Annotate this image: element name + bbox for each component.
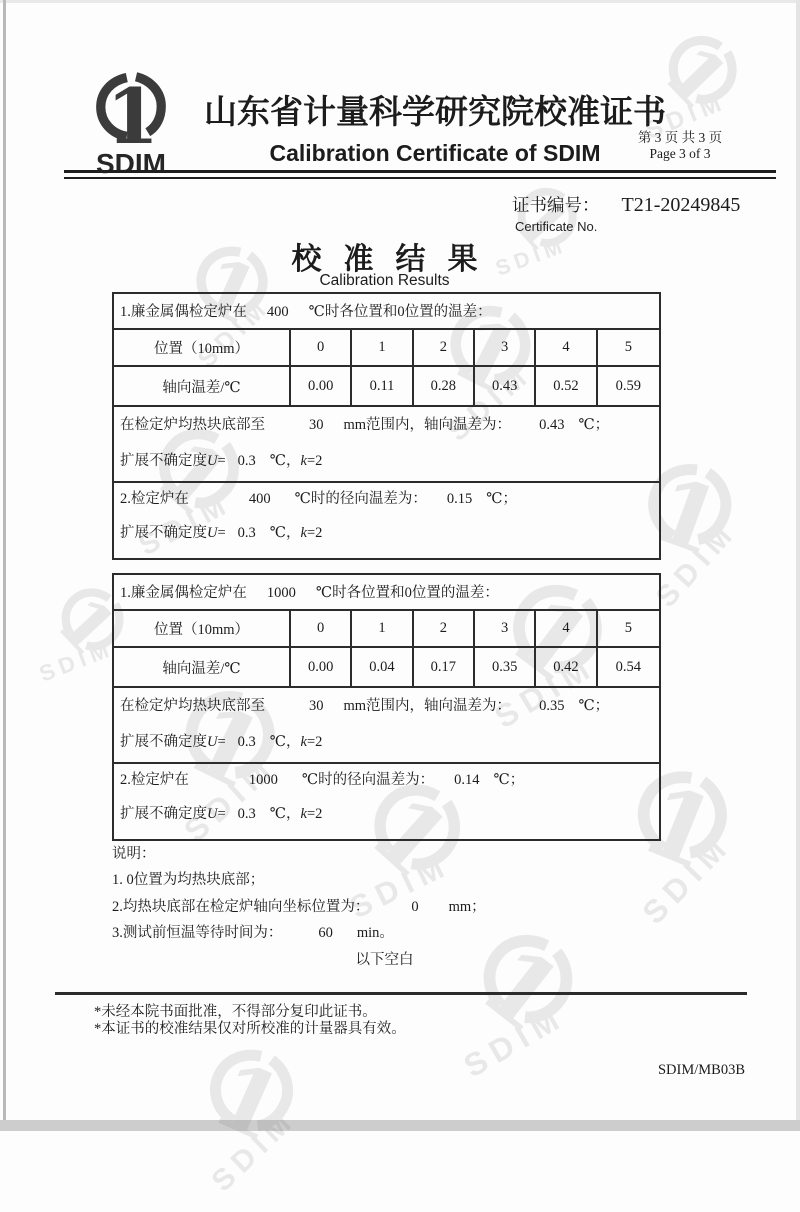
radial-result-zone (114, 483, 659, 552)
equals-sign: = (217, 734, 226, 750)
position-table (114, 611, 659, 688)
table-header-cell: 2 (414, 330, 475, 367)
certificate-number-line (512, 192, 740, 217)
table-value-cell: 0.35 (475, 648, 536, 688)
table-header-cell: 3 (475, 330, 536, 367)
axial-diff-value: 0.35 (539, 698, 565, 714)
certificate-title-cn: 山东省计量科学研究院校准证书 (204, 95, 666, 131)
table-row-label: 轴向温差/℃ (114, 648, 291, 688)
scan-edge-right (796, 0, 800, 1131)
axial-diff-unit: ℃； (578, 417, 610, 433)
range-prefix: 在检定炉均热块底部至 (120, 417, 265, 433)
sdim-watermark (441, 905, 610, 1107)
table-row-label: 轴向温差/℃ (114, 367, 291, 407)
note-item-2-label: 2.均热块底部在检定炉轴向坐标位置为： (112, 899, 370, 915)
table-value-cell: 0.43 (475, 367, 536, 407)
uncertainty-value: 0.3 (237, 806, 256, 822)
intro-temperature: 1000 (266, 585, 296, 601)
coverage-k-symbol: k (300, 453, 307, 469)
result-block-400c (112, 292, 661, 560)
header-titles (196, 86, 674, 167)
uncertainty-value: 0.3 (237, 734, 256, 750)
uncertainty-unit: ℃， (269, 734, 301, 750)
table-value-cell: 0.17 (414, 648, 475, 688)
intro-suffix: ℃时各位置和0位置的温差： (315, 585, 499, 601)
equals-sign: = (217, 525, 226, 541)
table-header-cell: 2 (414, 611, 475, 648)
uncertainty-line (120, 804, 653, 824)
footer-note-1: *未经本院书面批准，不得部分复印此证书。 (94, 1004, 377, 1020)
coverage-k-value: =2 (306, 525, 323, 541)
uncertainty-u-symbol: U (207, 806, 218, 822)
uncertainty-label: 扩展不确定度 (120, 734, 207, 750)
uncertainty-line (120, 732, 653, 752)
document-code: SDIM/MB03B (657, 1062, 745, 1078)
table-header-cell: 1 (352, 330, 413, 367)
equals-sign: = (217, 806, 226, 822)
footer-notes (94, 1004, 406, 1038)
table-header-cell: 0 (291, 330, 352, 367)
axial-range-line (120, 688, 653, 716)
radial-diff-unit: ℃； (486, 491, 517, 507)
footer-note-2: *本证书的校准结果仅对所校准的计量器具有效。 (94, 1021, 406, 1037)
range-prefix: 在检定炉均热块底部至 (120, 698, 265, 714)
range-mid: mm范围内，轴向温差为： (343, 698, 512, 714)
axial-range-line (120, 407, 653, 435)
notes-heading: 说明： (112, 846, 156, 862)
block-intro-line (114, 575, 659, 611)
footer-divider (55, 992, 747, 995)
uncertainty-line (120, 451, 653, 471)
uncertainty-value: 0.3 (237, 525, 256, 541)
sdim-logo-text: SDIM (96, 148, 166, 179)
certificate-title-en: Calibration Certificate of SDIM (269, 140, 601, 166)
axial-result-zone (114, 688, 659, 764)
table-value-cell: 0.54 (598, 648, 659, 688)
note-item-3-unit: min。 (356, 925, 394, 941)
table-value-cell: 0.42 (536, 648, 597, 688)
note-item-2-unit: mm； (448, 899, 486, 915)
uncertainty-label: 扩展不确定度 (120, 453, 207, 469)
table-header-cell: 4 (536, 611, 597, 648)
table-value-cell: 0.52 (536, 367, 597, 407)
intro-suffix: ℃时各位置和0位置的温差： (308, 304, 492, 320)
header-divider (64, 170, 776, 179)
radial-diff-line (120, 483, 653, 509)
uncertainty-label: 扩展不确定度 (120, 525, 207, 541)
coverage-k-symbol: k (300, 806, 307, 822)
radial-prefix: 2.检定炉在 (120, 772, 189, 788)
table-header-cell: 1 (352, 611, 413, 648)
uncertainty-u-symbol: U (207, 525, 218, 541)
table-value-cell: 0.04 (352, 648, 413, 688)
certificate-number: T21-20249845 (621, 194, 741, 216)
table-header-cell: 5 (598, 611, 659, 648)
table-value-cell: 0.59 (598, 367, 659, 407)
radial-diff-value: 0.14 (454, 772, 480, 788)
radial-result-zone (114, 764, 659, 833)
radial-diff-value: 0.15 (446, 491, 473, 507)
certificate-number-label-cn: 证书编号： (512, 195, 600, 215)
coverage-k-value: =2 (306, 734, 323, 750)
range-mm-value: 30 (309, 417, 324, 433)
scan-edge-left (3, 0, 6, 1131)
radial-mid: ℃时的径向温差为： (301, 772, 435, 788)
sdim-watermark (174, 1019, 337, 1212)
page-info-cn: 第 3 页 共 3 页 (637, 130, 723, 145)
coverage-k-value: =2 (306, 453, 323, 469)
radial-diff-unit: ℃； (493, 772, 525, 788)
note-item-2 (112, 899, 486, 916)
note-item-2-value: 0 (411, 899, 419, 915)
range-mm-value: 30 (309, 698, 324, 714)
radial-prefix: 2.检定炉在 (120, 491, 189, 507)
coverage-k-symbol: k (300, 734, 307, 750)
uncertainty-unit: ℃， (269, 453, 301, 469)
note-item-1: 1. 0位置为均热块底部； (112, 872, 265, 888)
result-block-1000c (112, 573, 661, 841)
axial-diff-unit: ℃； (578, 698, 610, 714)
sdim-logo (78, 64, 184, 180)
results-title-cn: 校准结果 (291, 243, 500, 276)
coverage-k-symbol: k (300, 525, 307, 541)
table-row-label: 位置（10mm） (114, 330, 291, 367)
uncertainty-line (120, 523, 653, 543)
table-value-cell: 0.28 (414, 367, 475, 407)
radial-temperature: 1000 (248, 772, 278, 788)
intro-temperature: 400 (266, 304, 289, 320)
scan-edge-top (0, 0, 800, 3)
uncertainty-u-symbol: U (207, 734, 218, 750)
uncertainty-value: 0.3 (237, 453, 256, 469)
note-item-3-label: 3.测试前恒温等待时间为： (112, 925, 283, 941)
uncertainty-label: 扩展不确定度 (120, 806, 207, 822)
note-item-3 (112, 925, 394, 942)
page-info (618, 130, 742, 162)
page-info-en: Page 3 of 3 (649, 146, 711, 161)
table-header-cell: 0 (291, 611, 352, 648)
table-header-cell: 5 (598, 330, 659, 367)
radial-mid: ℃时的径向温差为： (294, 491, 427, 507)
note-item-3-value: 60 (318, 925, 333, 941)
uncertainty-unit: ℃， (269, 525, 301, 541)
table-row-label: 位置（10mm） (114, 611, 291, 648)
blank-below-marker: 以下空白 (355, 952, 414, 968)
radial-diff-line (120, 764, 653, 790)
equals-sign: = (217, 453, 226, 469)
results-title-en: Calibration Results (319, 272, 450, 289)
uncertainty-u-symbol: U (207, 453, 218, 469)
table-header-cell: 3 (475, 611, 536, 648)
table-value-cell: 0.00 (291, 648, 352, 688)
table-header-cell: 4 (536, 330, 597, 367)
axial-result-zone (114, 407, 659, 483)
coverage-k-value: =2 (306, 806, 323, 822)
table-value-cell: 0.11 (352, 367, 413, 407)
position-table (114, 330, 659, 407)
range-mid: mm范围内，轴向温差为： (343, 417, 512, 433)
scan-edge-bottom (0, 1120, 800, 1131)
certificate-number-label-en: Certificate No. (515, 219, 598, 234)
sdim-logo-icon (89, 64, 173, 160)
intro-prefix: 1.廉金属偶检定炉在 (120, 304, 247, 320)
axial-diff-value: 0.43 (539, 417, 565, 433)
block-intro-line (114, 294, 659, 330)
table-value-cell: 0.00 (291, 367, 352, 407)
uncertainty-unit: ℃， (269, 806, 301, 822)
radial-temperature: 400 (248, 491, 271, 507)
intro-prefix: 1.廉金属偶检定炉在 (120, 585, 247, 601)
